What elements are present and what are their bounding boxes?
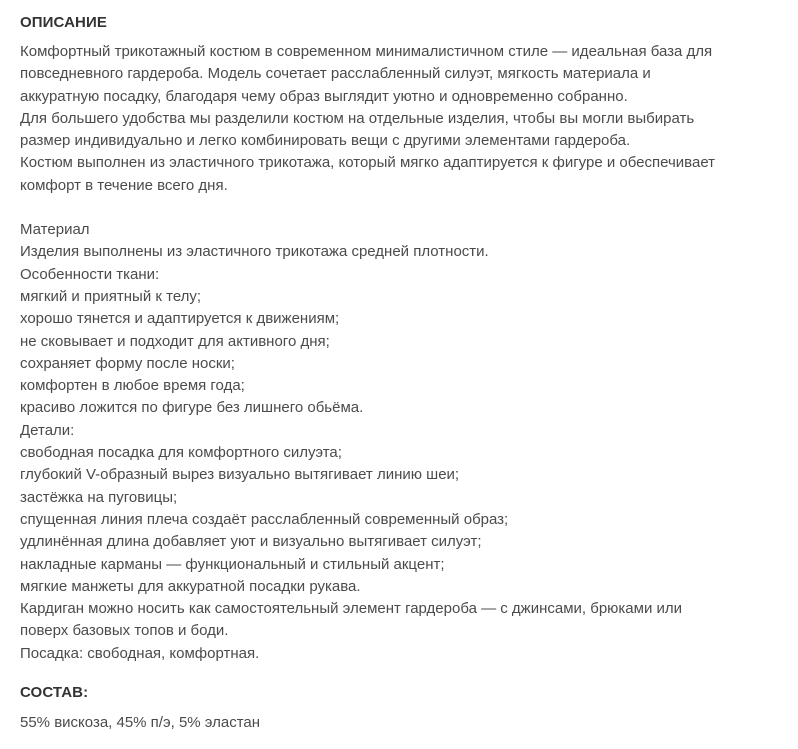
details-line: хорошо тянется и адаптируется к движениям; [20,310,340,328]
details-line: застёжка на пуговицы; [20,488,178,506]
details-line: свободная посадка для комфортного силуэта; [20,444,342,462]
description-line: аккуратную посадку, благодаря чему образ выглядит уютно и одновременно собранно. [20,87,628,105]
details-line: мягкий и приятный к телу; [20,287,202,305]
details-line: Изделия выполнены из эластичного трикотажа средней плотности. [20,243,489,261]
details-label: Детали: [20,421,75,439]
material-label: Материал [20,221,90,239]
details-line: Кардиган можно носить как самостоятельный элемент гардероба — с джинсами, брюками или [20,600,683,618]
description-line: комфорт в течение всего дня. [20,176,228,194]
description-line: Комфортный трикотажный костюм в современном минималистичном стиле — идеальная база для [20,43,713,60]
description-line: Для большего удобства мы разделили костюм на отдельные изделия, чтобы вы могли выбирать [20,109,695,127]
details-line: накладные карманы — функциональный и стильный акцент; [20,555,445,573]
details-line: спущенная линия плеча создаёт расслабленный современный образ; [20,510,509,528]
description-line: повседневного гардероба. Модель сочетает расслабленный силуэт, мягкость материала и [20,65,651,83]
details-line: удлинённая длина добавляет уют и визуально вытягивает силуэт; [20,533,482,551]
details-line: комфортен в любое время года; [20,377,245,395]
details-line: не сковывает и подходит для активного дня; [20,332,330,350]
composition-value: 55% вискоза, 45% п/э, 5% эластан [20,714,261,732]
details-line: сохраняет форму после носки; [20,354,235,372]
fabric-features-label: Особенности ткани: [20,265,160,283]
description-line: размер индивидуально и легко комбинировать вещи с другими элементами гардероба. [20,132,631,150]
composition-heading: СОСТАВ: [20,684,89,702]
description-paragraph [20,41,790,197]
details-line: красиво ложится по фигуре без лишнего обьёма. [20,399,364,417]
section-spacer [20,197,790,219]
fit-line: Посадка: свободная, комфортная. [20,644,260,662]
details-line: поверх базовых топов и боди. [20,622,229,640]
product-description-section [20,13,790,734]
details-block [20,219,790,665]
details-line: глубокий V-образный вырез визуально вытягивает линию шеи; [20,466,460,484]
description-line: Костюм выполнен из эластичного трикотажа, который мягко адаптируется к фигуре и обеспечивает [20,154,716,172]
description-heading: ОПИСАНИЕ [20,14,107,31]
details-line: мягкие манжеты для аккуратной посадки рукава. [20,577,361,595]
